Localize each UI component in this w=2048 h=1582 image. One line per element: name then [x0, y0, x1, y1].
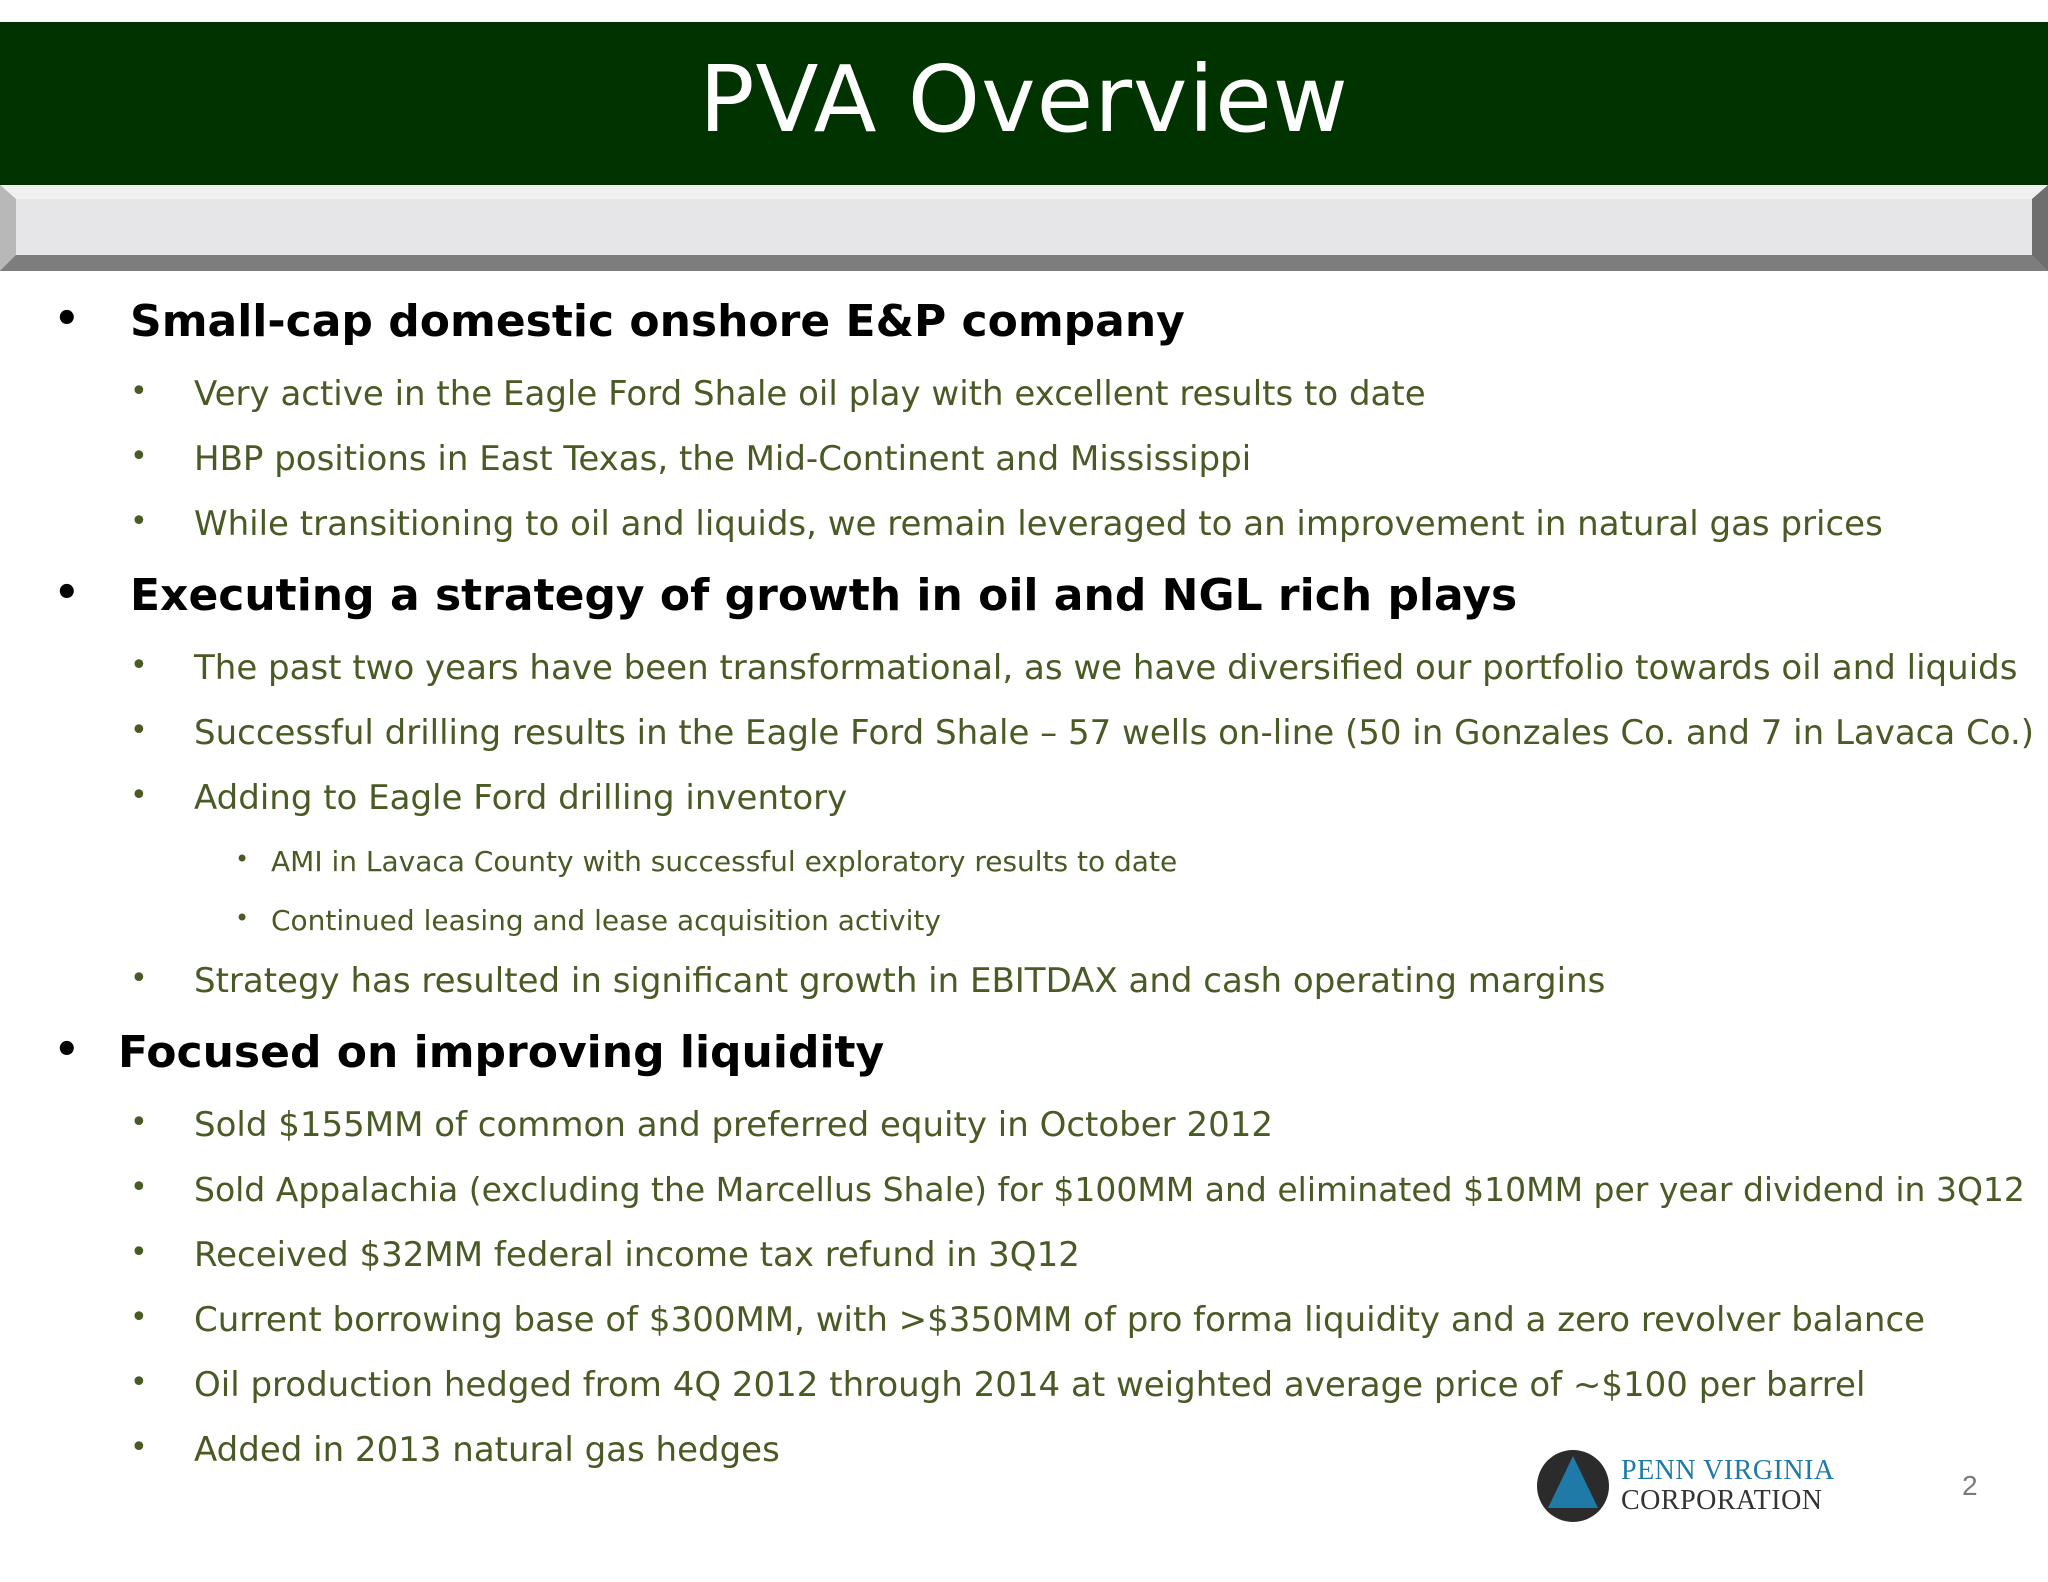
list-item — [130, 439, 1252, 479]
page-title: PVA Overview — [699, 46, 1349, 153]
logo-line-2: CORPORATION — [1621, 1485, 1823, 1516]
list-item — [130, 1170, 2025, 1209]
bevel-bar — [0, 185, 2048, 271]
logo-line-1: PENN VIRGINIA — [1621, 1455, 1835, 1486]
section-heading — [54, 1027, 885, 1078]
bullet-icon: • — [130, 778, 148, 813]
logo-wordmark — [1621, 1456, 1835, 1516]
list-item — [130, 374, 1426, 414]
sub-list-item — [235, 845, 1178, 878]
bullet-icon: • — [235, 904, 250, 932]
bullet-icon: • — [130, 1430, 148, 1465]
list-item-text: While transitioning to oil and liquids, we remain leveraged to an improvement in natural gas prices — [194, 504, 1883, 544]
sub-list-item-text: Continued leasing and lease acquisition activity — [271, 904, 941, 937]
bullet-icon: • — [130, 961, 148, 996]
list-item-text: Oil production hedged from 4Q 2012 through 2014 at weighted average price of ~$100 per barrel — [194, 1365, 1866, 1405]
list-item-text: Sold $155MM of common and preferred equity in October 2012 — [194, 1105, 1273, 1145]
company-logo — [1535, 1448, 1885, 1524]
list-item — [130, 1365, 1866, 1405]
bullet-icon: • — [130, 1235, 148, 1270]
list-item — [130, 713, 2035, 753]
sub-list-item-text: AMI in Lavaca County with successful exploratory results to date — [271, 845, 1178, 878]
list-item — [130, 1105, 1273, 1145]
bullet-icon: • — [130, 374, 148, 409]
bullet-icon: • — [54, 296, 80, 342]
list-item-text: The past two years have been transformational, as we have diversified our portfolio towards oil and liquids — [194, 648, 2018, 688]
list-item-text: Adding to Eagle Ford drilling inventory — [194, 778, 848, 818]
list-item — [130, 778, 848, 818]
bullet-icon: • — [235, 845, 250, 873]
section-heading — [54, 296, 1185, 347]
list-item — [130, 1300, 1926, 1340]
bullet-icon: • — [54, 570, 80, 616]
triangle-in-circle-icon — [1535, 1448, 1611, 1524]
bullet-icon: • — [130, 713, 148, 748]
list-item-text: Current borrowing base of $300MM, with >$350MM of pro forma liquidity and a zero revolver balance — [194, 1300, 1926, 1340]
list-item-text: Sold Appalachia (excluding the Marcellus Shale) for $100MM and eliminated $10MM per year dividend in 3Q12 — [194, 1170, 2025, 1209]
section-heading — [54, 570, 1518, 621]
bullet-icon: • — [130, 1300, 148, 1335]
list-item — [130, 648, 2018, 688]
page-number: 2 — [1962, 1470, 1978, 1501]
list-item-text: HBP positions in East Texas, the Mid-Continent and Mississippi — [194, 439, 1252, 479]
list-item — [130, 961, 1606, 1001]
section-heading-text: Focused on improving liquidity — [118, 1027, 885, 1078]
section-heading-text: Small-cap domestic onshore E&P company — [130, 296, 1185, 347]
list-item-text: Very active in the Eagle Ford Shale oil play with excellent results to date — [194, 374, 1426, 414]
bullet-icon: • — [130, 1170, 148, 1205]
bullet-icon: • — [130, 1365, 148, 1400]
section-heading-text: Executing a strategy of growth in oil and NGL rich plays — [130, 570, 1518, 621]
bullet-icon: • — [130, 439, 148, 474]
sub-list-item — [235, 904, 941, 937]
bullet-icon: • — [54, 1027, 80, 1073]
bullet-icon: • — [130, 504, 148, 539]
list-item-text: Added in 2013 natural gas hedges — [194, 1430, 780, 1470]
list-item-text: Successful drilling results in the Eagle Ford Shale – 57 wells on-line (50 in Gonzales Co. and 7 in Lavaca Co.) — [194, 713, 2035, 753]
bullet-icon: • — [130, 1105, 148, 1140]
bullet-icon: • — [130, 648, 148, 683]
list-item — [130, 1430, 780, 1470]
list-item — [130, 1235, 1080, 1275]
list-item-text: Strategy has resulted in significant growth in EBITDAX and cash operating margins — [194, 961, 1606, 1001]
list-item — [130, 504, 1883, 544]
list-item-text: Received $32MM federal income tax refund in 3Q12 — [194, 1235, 1080, 1275]
